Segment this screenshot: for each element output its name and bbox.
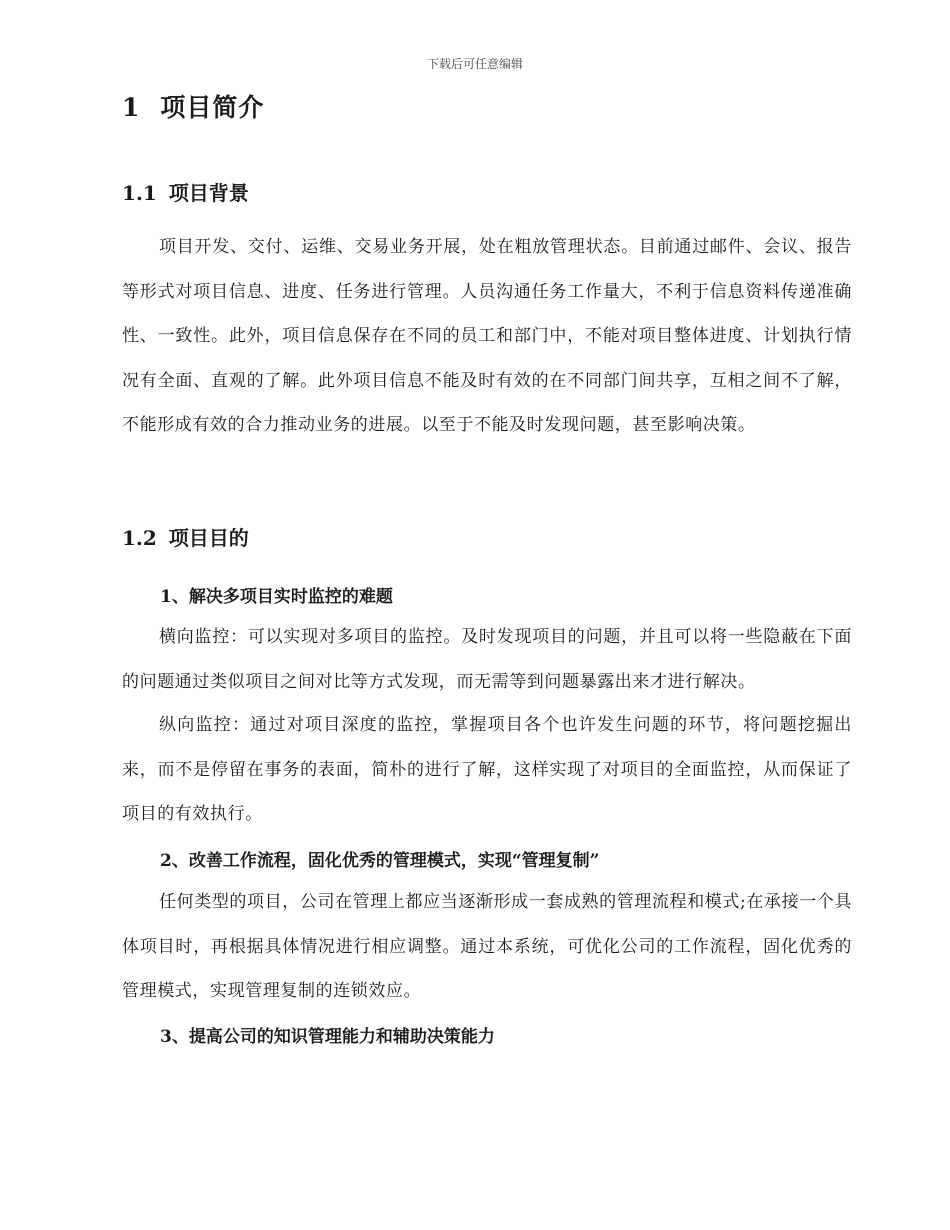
vertical-monitoring-paragraph: 纵向监控：通过对项目深度的监控，掌握项目各个也许发生问题的环节，将问题挖掘出来，而不是停留在事务的表面，简朴的进行了解，这样实现了对项目的全面监控，从而保证了项目的有效执行。 [122,715,852,824]
section-1-1-title: 项目背景 [168,181,249,205]
horizontal-monitoring-paragraph: 横向监控：可以实现对多项目的监控。及时发现项目的问题，并且可以将一些隐蔽在下面的问题通过类似项目之间对比等方式发现，而无需等到问题暴露出来才进行解决。 [122,627,852,692]
section-1-2-heading [122,522,249,551]
purpose-item-3-title: 3、提高公司的知识管理能力和辅助决策能力 [160,1027,495,1047]
section-1-title: 项目简介 [160,93,265,122]
purpose-item-1-title: 1、解决多项目实时监控的难题 [160,587,393,607]
section-1-heading [122,88,264,124]
section-1-2-number: 1.2 [122,526,157,550]
section-1-1-heading [122,177,249,206]
workflow-paragraph: 任何类型的项目，公司在管理上都应当逐渐形成一套成熟的管理流程和模式;在承接一个具体项目时，再根据具体情况进行相应调整。通过本系统，可优化公司的工作流程，固化优秀的管理模式，实现管理复制的连锁效应。 [122,892,852,1001]
section-1-2-title: 项目目的 [168,526,249,550]
background-paragraph: 项目开发、交付、运维、交易业务开展，处在粗放管理状态。目前通过邮件、会议、报告等形式对项目信息、进度、任务进行管理。人员沟通任务工作量大，不利于信息资料传递准确性、一致性。此外，项目信息保存在不同的员工和部门中，不能对项目整体进度、计划执行情况有全面、直观的了解。此外项目信息不能及时有效的在不同部门间共享，互相之间不了解，不能形成有效的合力推动业务的进展。以至于不能及时发现问题，甚至影响决策。 [122,237,852,435]
page-header: 下载后可任意编辑 [426,57,523,71]
purpose-item-2-title: 2、改善工作流程，固化优秀的管理模式，实现“管理复制” [160,851,600,871]
section-1-1-number: 1.1 [122,181,157,205]
section-1-number: 1 [122,93,141,122]
